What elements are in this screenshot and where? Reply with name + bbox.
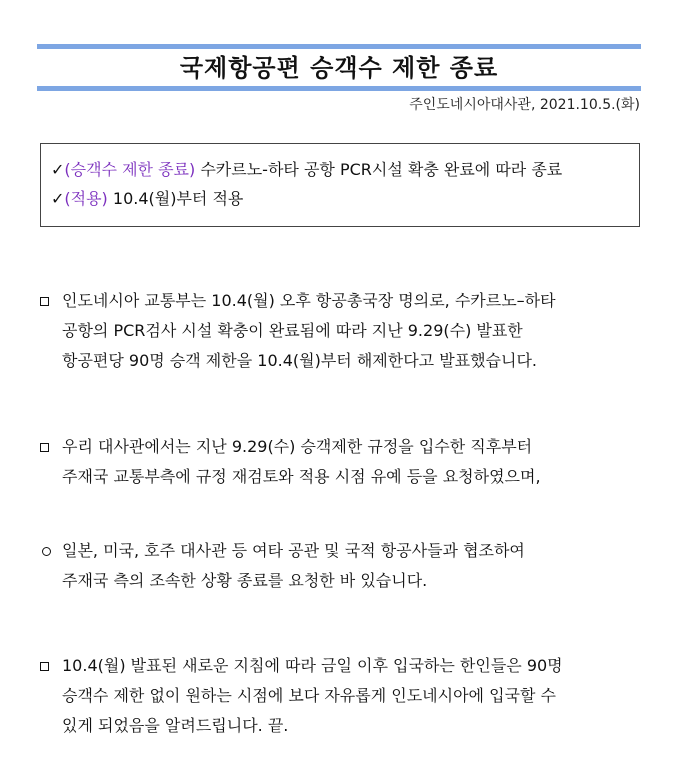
paragraph-line: 일본, 미국, 호주 대사관 등 여타 공관 및 국적 항공사들과 협조하여 (62, 541, 525, 560)
summary-text: 수카르노-하타 공항 PCR시설 확충 완료에 따라 종료 (195, 160, 563, 179)
summary-tag: (승객수 제한 종료) (64, 160, 196, 179)
paragraph (40, 536, 640, 596)
summary-tag: (적용) (64, 189, 108, 208)
checkmark-icon: ✓ (51, 189, 65, 208)
checkmark-icon: ✓ (51, 160, 65, 179)
paragraph-line: 승객수 제한 없이 원하는 시점에 보다 자유롭게 인도네시아에 입국할 수 (62, 686, 556, 705)
title-top-rule (37, 44, 641, 49)
summary-item (51, 158, 562, 182)
page-title: 국제항공편 승객수 제한 종료 (179, 54, 499, 82)
paragraph-line: 인도네시아 교통부는 10.4(월) 오후 항공총국장 명의로, 수카르노–하타 (62, 291, 556, 310)
paragraph-line: 항공편당 90명 승객 제한을 10.4(월)부터 해제한다고 발표했습니다. (62, 351, 538, 370)
summary-item (51, 187, 243, 211)
paragraph-line: 공항의 PCR검사 시설 확충이 완료됨에 따라 지난 9.29(수) 발표한 (62, 321, 523, 340)
paragraph (40, 651, 640, 741)
issuer-and-date: 주인도네시아대사관, 2021.10.5.(화) (409, 97, 640, 113)
paragraph-line: 주재국 측의 조속한 상황 종료를 요청한 바 있습니다. (62, 571, 428, 590)
title-bottom-rule (37, 86, 641, 91)
summary-text: 10.4(월)부터 적용 (107, 189, 244, 208)
paragraph (40, 286, 640, 376)
summary-box (40, 143, 640, 227)
paragraph-line: 주재국 교통부측에 규정 재검토와 적용 시점 유예 등을 요청하였으며, (62, 467, 541, 486)
paragraph-line: 우리 대사관에서는 지난 9.29(수) 승객제한 규정을 입수한 직후부터 (62, 437, 533, 456)
paragraph-line: 10.4(월) 발표된 새로운 지침에 따라 금일 이후 입국하는 한인들은 90명 (62, 656, 563, 675)
paragraph (40, 432, 640, 492)
paragraph-line: 있게 되었음을 알려드립니다. 끝. (62, 716, 289, 735)
